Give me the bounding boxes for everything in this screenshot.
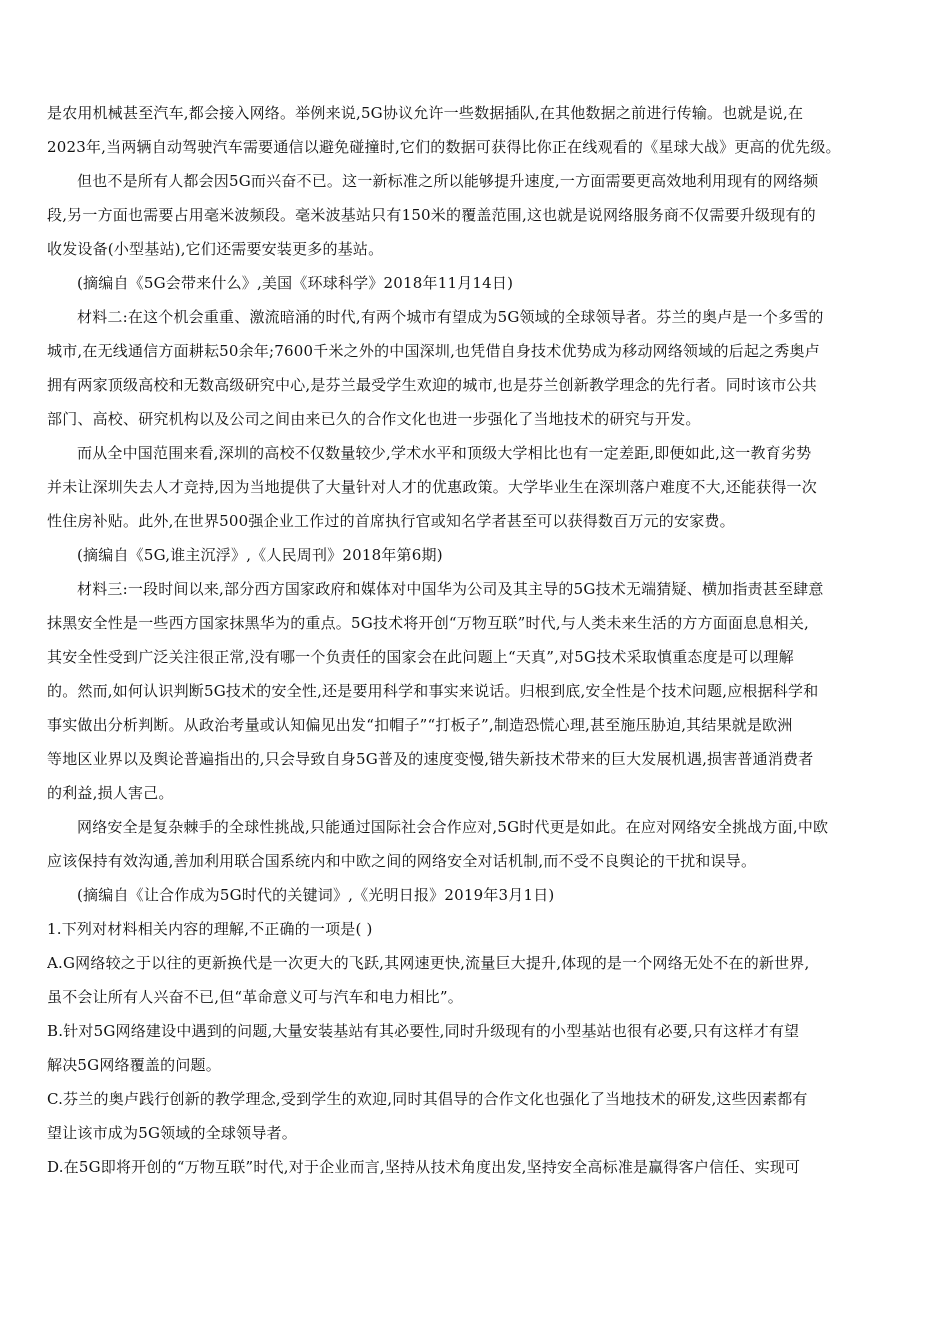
text-line-13: 性住房补贴。此外,在世界500强企业工作过的首席执行官或知名学者甚至可以获得数百万元的安家费。 bbox=[47, 512, 735, 530]
text-line-5: 收发设备(小型基站),它们还需要安装更多的基站。 bbox=[47, 240, 384, 258]
option-b-line-2: 解决5G网络覆盖的问题。 bbox=[47, 1056, 221, 1074]
text-line-2: 2023年,当两辆自动驾驶汽车需要通信以避免碰撞时,它们的数据可获得比你正在线观看的《星球大战》更高的优先级。 bbox=[47, 138, 841, 156]
text-line-19: 事实做出分析判断。从政治考量或认知偏见出发“扣帽子”“打板子”,制造恐慌心理,甚至施压胁迫,其结果就是欧洲 bbox=[47, 716, 793, 734]
text-line-8: 城市,在无线通信方面耕耘50余年;7600千米之外的中国深圳,也凭借自身技术优势成为移动网络领域的后起之秀奥卢 bbox=[47, 342, 820, 360]
option-c-line-1: C.芬兰的奥卢践行创新的教学理念,受到学生的欢迎,同时其倡导的合作文化也强化了当地技术的研发,这些因素都有 bbox=[47, 1090, 808, 1108]
text-line-7: 材料二:在这个机会重重、激流暗涌的时代,有两个城市有望成为5G领域的全球领导者。芬兰的奥卢是一个多雪的 bbox=[77, 308, 824, 326]
text-line-3: 但也不是所有人都会因5G而兴奋不已。这一新标准之所以能够提升速度,一方面需要更高效地利用现有的网络频 bbox=[77, 172, 819, 190]
text-line-23: 应该保持有效沟通,善加利用联合国系统内和中欧之间的网络安全对话机制,而不受不良舆论的干扰和误导。 bbox=[47, 852, 757, 870]
text-line-9: 拥有两家顶级高校和无数高级研究中心,是芬兰最受学生欢迎的城市,也是芬兰创新教学理念的先行者。同时该市公共 bbox=[47, 376, 817, 394]
source-citation-1: (摘编自《5G会带来什么》,美国《环球科学》2018年11月14日) bbox=[77, 274, 514, 292]
document-page bbox=[47, 96, 905, 1184]
text-line-1: 是农用机械甚至汽车,都会接入网络。举例来说,5G协议允许一些数据插队,在其他数据之前进行传输。也就是说,在 bbox=[47, 104, 804, 122]
text-line-10: 部门、高校、研究机构以及公司之间由来已久的合作文化也进一步强化了当地技术的研究与开发。 bbox=[47, 410, 701, 428]
option-a-line-1: A.G网络较之于以往的更新换代是一次更大的飞跃,其网速更快,流量巨大提升,体现的是一个网络无处不在的新世界, bbox=[47, 954, 810, 972]
text-line-16: 抹黑安全性是一些西方国家抹黑华为的重点。5G技术将开创“万物互联”时代,与人类未来生活的方方面面息息相关, bbox=[47, 614, 810, 632]
option-b-line-1: B.针对5G网络建设中遇到的问题,大量安装基站有其必要性,同时升级现有的小型基站也很有必要,只有这样才有望 bbox=[47, 1022, 800, 1040]
text-line-15: 材料三:一段时间以来,部分西方国家政府和媒体对中国华为公司及其主导的5G技术无端猜疑、横加指责甚至肆意 bbox=[77, 580, 824, 598]
source-citation-2: (摘编自《5G,谁主沉浮》,《人民周刊》2018年第6期) bbox=[77, 546, 443, 564]
text-line-21: 的利益,损人害己。 bbox=[47, 784, 174, 802]
option-a-line-2: 虽不会让所有人兴奋不已,但“革命意义可与汽车和电力相比”。 bbox=[47, 988, 463, 1006]
option-c-line-2: 望让该市成为5G领域的全球领导者。 bbox=[47, 1124, 297, 1142]
text-line-20: 等地区业界以及舆论普遍指出的,只会导致自身5G普及的速度变慢,错失新技术带来的巨大发展机遇,损害普通消费者 bbox=[47, 750, 814, 768]
text-line-17: 其安全性受到广泛关注很正常,没有哪一个负责任的国家会在此问题上“天真”,对5G技术采取慎重态度是可以理解 bbox=[47, 648, 794, 666]
text-line-18: 的。然而,如何认识判断5G技术的安全性,还是要用科学和事实来说话。归根到底,安全性是个技术问题,应根据科学和 bbox=[47, 682, 819, 700]
text-line-22: 网络安全是复杂棘手的全球性挑战,只能通过国际社会合作应对,5G时代更是如此。在应对网络安全挑战方面,中欧 bbox=[77, 818, 829, 836]
question-stem: 1.下列对材料相关内容的理解,不正确的一项是( ) bbox=[47, 920, 373, 938]
text-line-11: 而从全中国范围来看,深圳的高校不仅数量较少,学术水平和顶级大学相比也有一定差距,即便如此,这一教育劣势 bbox=[77, 444, 812, 462]
option-d-line-1: D.在5G即将开创的“万物互联”时代,对于企业而言,坚持从技术角度出发,坚持安全高标准是赢得客户信任、实现可 bbox=[47, 1158, 801, 1176]
text-line-12: 并未让深圳失去人才竞持,因为当地提供了大量针对人才的优惠政策。大学毕业生在深圳落户难度不大,还能获得一次 bbox=[47, 478, 817, 496]
source-citation-3: (摘编自《让合作成为5G时代的关键词》,《光明日报》2019年3月1日) bbox=[77, 886, 555, 904]
text-line-4: 段,另一方面也需要占用毫米波频段。毫米波基站只有150米的覆盖范围,这也就是说网络服务商不仅需要升级现有的 bbox=[47, 206, 816, 224]
